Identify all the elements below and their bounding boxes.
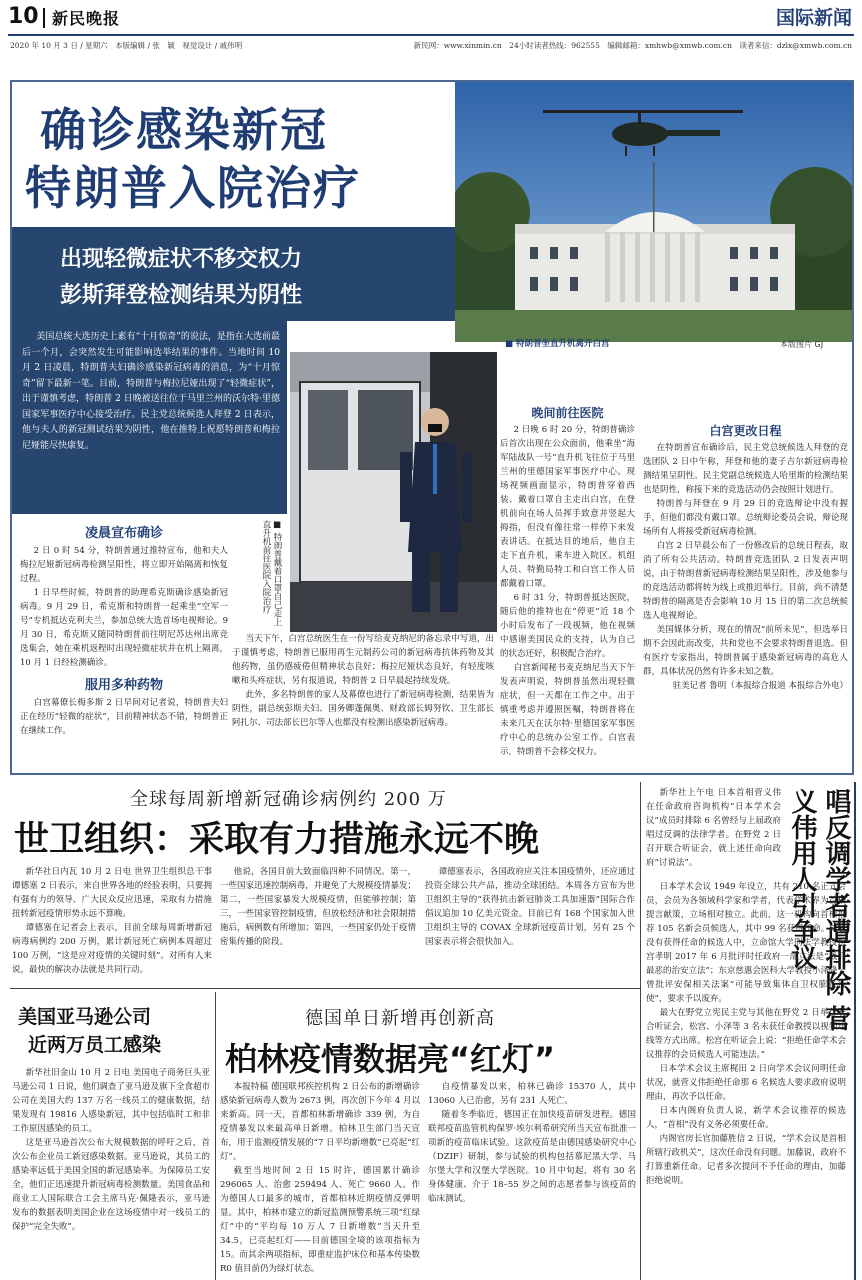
japan-col-bottom xyxy=(646,880,846,1278)
lead-para-b3: 此外，多名特朗普的家人及幕僚也进行了新冠病毒检测，结果皆为阴性，副总统彭斯夫妇、国务卿蓬佩奥、财政部长姆努钦、卫生部长阿扎尔、司法部长巴尔等人也都没有检测出感染新冠病毒。 xyxy=(232,690,494,728)
page-number: 10 xyxy=(8,4,39,29)
photo-credit: 本版图片 GJ xyxy=(780,340,824,349)
japan-para-6: 内阁官房长官加藤胜信 2 日说，“学术会议是首相所辖行政机关”，这次任命没有问题。加藤说，政府不打算重新任命。记者多次提问不予任命的理由，加藤拒绝说明。 xyxy=(646,1134,846,1186)
lead-intro: 美国总统大选历史上素有“十月惊奇”的说法，是指在大选前最后一个月，会突然发生可能影响选举结果的事件。当地时间 10 月 2 日凌晨，特朗普夫妇确诊感染新冠病毒的消息，为“十月惊奇”留下最新一笔。目前，特朗普与梅拉尼娅出现了“轻微症状”，出于谨慎考虑，特朗普 2 日晚被送往位于马里兰州的沃尔特·里德国家军事医疗中心接受治疗。民主党总统候选人拜登 2 日表示，他与夫人的新冠测试结果为阴性，他在推特上祝愿特朗普和梅拉尼娅能尽快康复。 xyxy=(22,332,280,451)
lead-para-d3: 白宫 2 日早晨公布了一份修改后的总统日程表，取消了所有公共活动。特朗普竞选团队 2 日发表声明说，由于特朗普新冠病毒检测结果呈阳性，涉及他参与的竞选活动都将转为线上或推迟举行。目前，尚不清楚特朗普的隔离是否会影响 10 月 15 日的第二次总统候选人电视辩论。 xyxy=(643,541,848,621)
lead-para-b1: 白宫幕僚长梅多斯 2 日早间对记者说，特朗普夫妇正在经历“轻微的症状”，目前精神状态不错，特朗普正在继续工作。 xyxy=(20,698,228,736)
lead-subheadline-1: 出现轻微症状不移交权力 xyxy=(60,247,303,272)
lead-col-4 xyxy=(643,352,848,768)
section-head-hospital: 晚间前往医院 xyxy=(531,406,604,420)
japan-para-4: 日本学术会议主席梶田 2 日向学术会议问明任命状况，就菅义伟拒绝任命那 6 名候选人要求政府说明理由，再次予以任命。 xyxy=(646,1064,846,1102)
amazon-col xyxy=(12,1066,210,1278)
berlin-para-1: 本报特稿 德国联邦疾控机构 2 日公布的新增确诊感染新冠病毒人数为 2673 例，再次创下今年 4 月以来新高。同一天，首都柏林新增确诊 339 例，为自疫情暴发以来最高单日新增。柏林卫生部门当天宣布，用于监测疫情发展的“7 日平均新增数”已亮起“红灯”。 xyxy=(220,1082,420,1162)
berlin-para-3: 自疫情暴发以来，柏林已确诊 15370 人，其中 13060 人已治愈，另有 231 人死亡。 xyxy=(428,1082,636,1106)
trump-photo xyxy=(290,352,497,632)
section-head-medicine: 服用多种药物 xyxy=(84,678,163,693)
lead-headline-line-2: 特朗普入院治疗 xyxy=(25,161,361,215)
lead-para-d2: 特朗普与拜登在 9 月 29 日的竞选辩论中没有握手，但他们都没有戴口罩。总统辩论委员会说，辩论现场所有人将接受新冠病毒检测。 xyxy=(643,499,848,537)
japan-para-5: 日本内阁府负责人说，新学术会议推荐的候选人，“首相”没有义务必须要任命。 xyxy=(646,1106,846,1130)
lead-headline-line-1: 确诊感染新冠 xyxy=(40,103,328,157)
lead-source: （本报综合报道 本报综合外电） xyxy=(726,681,848,691)
berlin-headline: 柏林疫情数据亮“红灯” xyxy=(225,1040,556,1078)
contact-line: 新民网：www.xinmin.cn 24小时读者热线：962555 编辑邮箱：xmhwb@xmwb.com.cn 读者来信：dzlx@xmwb.com.cn xyxy=(413,41,852,50)
white-house-photo xyxy=(455,82,852,342)
who-col-3 xyxy=(425,865,635,985)
who-kicker: 全球每周新增新冠确诊病例约 200 万 xyxy=(130,789,447,810)
who-headline: 世卫组织：采取有力措施永远不晚 xyxy=(14,820,540,860)
lead-photo-caption: ■ 特朗普坐直升机离开白宫 xyxy=(505,339,610,349)
lead-col-3 xyxy=(500,352,635,768)
trump-photo-caption: ■ 特朗普戴着口罩自己走上直升机前往医院入院治疗 xyxy=(261,520,282,627)
lead-para-d4: 美国媒体分析，现在的情况“前所未见”，但选举日期不会因此而改变，共和党也不会要求特朗普退选。但有医疗专家指出，特朗普属于感染新冠病毒的高危人群，具体状况仍然有许多未知之数。 xyxy=(643,625,848,677)
who-col-1 xyxy=(12,865,212,985)
lead-col-2 xyxy=(232,632,494,768)
japan-para-2: 日本学术会议 1949 年设立，共有 210 名正式会员，会员为各领域科学家和学者，代表学术界为首相提言献策，立场相对独立。此前，这一机构向首相推荐 105 名新会员候选人，其中 99 名获得任命。6 名没有获得任命的候选人中，立命馆大学刑法学教授松宫孝明 2017 年 6 月批评时任政府一部立法是“战后最恶的治安立法”；东京慈惠会医科大学教授小泽隆一曾批评安保相关法案“可能导致集体自卫权膨胀行使”，要求予以废弃。 xyxy=(646,882,846,1004)
lead-para-c1: 2 日晚 6 时 20 分，特朗普确诊后首次出现在公众面前，他乘坐“海军陆战队一号”直升机飞往位于马里兰州的里德国家军事医疗中心。现场视频画面显示，特朗普穿着西装、戴着口罩自主走出白宫，在登机前向在场人员挥手致意并竖起大拇指，但没有像往常一样停下来发表讲话。在抵达目的地后，他自主走下直升机，乘车进入院区。机组人员、特勤局特工和白宫工作人员都戴着口罩。 xyxy=(500,425,635,589)
lead-para-a1: 2 日 0 时 54 分，特朗普通过推特宣布，他和夫人梅拉尼娅新冠病毒检测呈阳性，将立即开始隔离和恢复过程。 xyxy=(20,546,228,584)
section-title: 国际新闻 xyxy=(775,7,852,29)
who-col-2 xyxy=(220,865,416,985)
who-para-2: 谭德塞在记者会上表示，目前全球每周新增新冠病毒病例约 200 万例，累计新冠死亡病例本周超过 100 万例，“这是应对疫情的关键时刻”。对所有人来说，最快的解决办法就是共同行动。 xyxy=(12,923,212,975)
berlin-kicker: 德国单日新增再创新高 xyxy=(305,1008,495,1029)
who-para-1: 新华社日内瓦 10 月 2 日电 世界卫生组织总干事谭德塞 2 日表示，来自世界各地的经验表明，只要拥有强有力的领导、广大民众反应迅速，采取有力措施扭转新冠疫情形势永远不算晚。 xyxy=(12,867,212,919)
date-line: 2020 年 10 月 3 日 / 星期六 本版编辑 / 张 颖 视觉设计 / 戚伟明 xyxy=(10,41,243,50)
section-head-schedule: 白宫更改日程 xyxy=(709,424,782,438)
berlin-col-1 xyxy=(220,1080,420,1278)
berlin-col-2 xyxy=(428,1080,636,1278)
berlin-para-2: 截至当地时间 2 日 15 时许，德国累计确诊 296065 人、治愈 259494 人、死亡 9660 人。作为德国人口最多的城市，首都柏林近期疫情反弹明显。其中，柏林市建立的新冠监测预警系统三项“红绿灯”中的“平均每 10 万人 7 日新增数”当天升至 34.5，已亮起红灯——目前德国全境的该项指标为 15。而其余两项指标，即重症监护床位和基本传染数 R0 值目前仍为绿灯状态。 xyxy=(220,1166,420,1274)
amazon-headline-1: 美国亚马逊公司 xyxy=(18,1006,152,1028)
japan-headline: 唱反调学者遭排除 菅义伟用人引争议 xyxy=(787,788,851,1032)
lead-subheadline-2: 彭斯拜登检测结果为阴性 xyxy=(60,283,303,308)
lead-para-d1: 在特朗普宣布确诊后，民主党总统候选人拜登的竞选团队 2 日中午称，拜登和他的妻子吉尔新冠病毒检测结果呈阴性。民主党副总统候选人哈里斯的检测结果也是阴性，称接下来的竞选活动仍会按照计划进行。 xyxy=(643,443,848,495)
lead-para-c3: 白宫新闻秘书麦克纳尼当天下午发表声明说，特朗普虽然出现轻微症状，但一天都在工作之中。出于慎重考虑并遵照医嘱，特朗普将在未来几天在沃尔特·里德国家军事医疗中心的总统办公室工作。白宫表示，特朗普不会移交权力。 xyxy=(500,663,635,757)
amazon-headline-2: 近两万员工感染 xyxy=(28,1034,162,1056)
lead-para-c2: 6 时 31 分，特朗普抵达医院，随后他的推特也在“停更”近 18 个小时后发布了一段视频，他在视频中感谢美国民众的支持，认为自己的状态还好，积极配合治疗。 xyxy=(500,593,635,659)
who-para-3: 他说，各国目前大致面临四种不同情况。第一，一些国家迅速控制病毒，并避免了大规模疫情暴发；第二，一些国家暴发大规模疫情，但能够控制；第三，一些国家管控制疫情，但放松经济和社会限制措施后，病例数有所增加；第四，一些国家仍处于疫情密集传播的阶段。 xyxy=(220,867,416,947)
japan-para-3: 最大在野党立宪民主党与其他在野党 2 日举行联合听证会，松宫、小泽等 3 名未获任命教授以视频连线等方式出席。松宫在听证会上说：“拒绝任命学术会议推荐的会员候选人可能违法。” xyxy=(646,1008,846,1060)
berlin-para-4: 随着冬季临近，德国正在加快疫苗研发进程。德国联邦疫苗监管机构保罗·埃尔利希研究所当天宣布批准一项新的疫苗临床试验。这款疫苗是由德国感染研究中心（DZIF）研制，参与试验的机构包括慕尼黑大学、马尔堡大学和汉堡大学医院。10 月中旬起，将有 30 名身体健康、介于 18–55 岁之间的志愿者参与该疫苗的临床测试。 xyxy=(428,1110,636,1204)
amazon-para-2: 这是亚马逊首次公布大规模数据的呼吁之后，首次公布企业员工新冠感染数据。亚马逊说，其员工的感染率远低于美国全国的新冠感染率。为保障员工安全，他们正迅速提升新冠病毒检测数量。美国食品和商业工人国际联合工会主席马克·佩隆表示，亚马逊发布的数据表明美国企业在这场疫情中对一线员工的保护“完全失败”。 xyxy=(12,1138,210,1232)
lead-col-1 xyxy=(20,518,228,768)
japan-para-1: 新华社上午电 日本首相菅义伟在任命政府咨询机构“日本学术会议”成员时排除 6 名曾经与上届政府唱过反调的法律学者。在野党 2 日召开联合听证会，就上述任命向政府“讨说法”。 xyxy=(646,788,781,868)
section-head-confirm: 凌晨宣布确诊 xyxy=(84,526,163,541)
newspaper-name: 新民晚报 xyxy=(52,9,121,28)
who-para-4: 谭德塞表示，各国政府应关注本国疫情外，还应通过投资全球公共产品，推动全球团结。本周各方宣布为世卫组织主导的“获得抗击新冠肺炎工具加速器”国际合作倡议追加 10 亿美元资金。目前已有 168 个国家加入世卫组织主导的 COVAX 全球新冠疫苗计划，另有 25 个国家表示将会很快加入。 xyxy=(425,867,635,947)
lead-para-b2: 当天下午，白宫总统医生在一份写给麦克纳尼的备忘录中写道，出于谨慎考虑，特朗普已服用再生元制药公司的新冠病毒抗体药物及其他药物，虽仍感疲倦但精神状态良好；梅拉尼娅状态良好，有轻度咳嗽和头疼症状，另有报道说，特朗普 2 日早晨起持续发烧。 xyxy=(232,634,494,686)
lead-para-a2: 1 日早些时候，特朗普的助理希克斯确诊感染新冠病毒。9 月 29 日，希克斯和特朗普一起乘坐“空军一号”专机抵达克利夫兰，参加总统大选首场电视辩论。9 月 30 日，希克斯又随同特朗普前往明尼苏达州出席竞选集会，她在乘机返程时出现轻微症状并在机上隔离，10 月 1 日经检测确诊。 xyxy=(20,588,228,668)
lead-byline: 驻美记者 鲁明 xyxy=(672,681,727,691)
amazon-para-1: 新华社旧金山 10 月 2 日电 美国电子商务巨头亚马逊公司 1 日说，他们调查了亚马逊及旗下全食超市公司在美国大约 137 万名一线员工的健康数据，结果发现有 19816 人感染新冠，其中包括临时工和非工作原因感染的员工。 xyxy=(12,1068,210,1134)
